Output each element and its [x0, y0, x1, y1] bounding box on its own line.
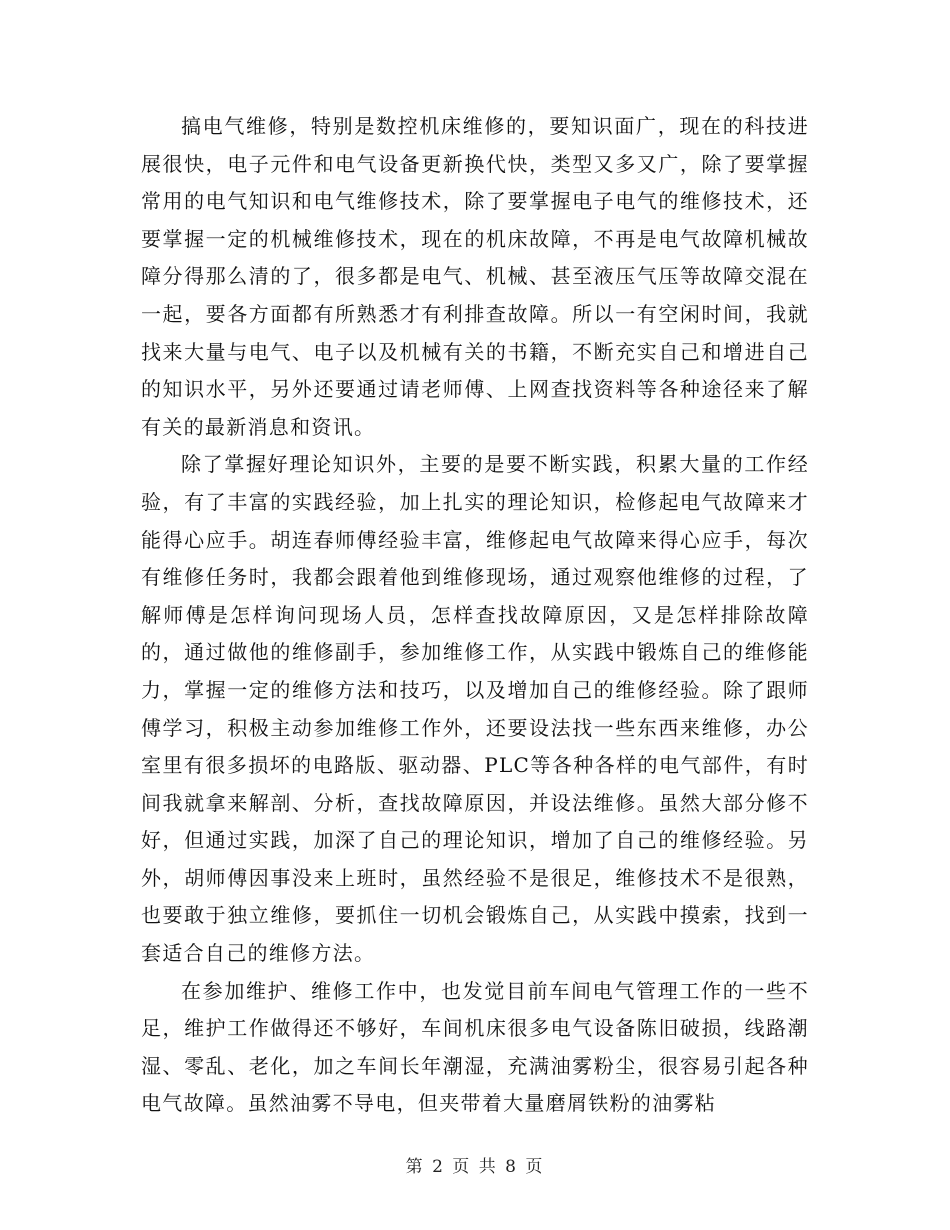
body-text — [141, 108, 809, 1123]
page-footer: 第 2 页 共 8 页 — [405, 1157, 545, 1177]
paragraph-2: 除了掌握好理论知识外，主要的是要不断实践，积累大量的工作经验，有了丰富的实践经验，加上扎实的理论知识，检修起电气故障来才能得心应手。胡连春师傅经验丰富，维修起电气故障来得心应手，每次有维修任务时，我都会跟着他到维修现场，通过观察他维修的过程，了解师傅是怎样询问现场人员，怎样查找故障原因，又是怎样排除故障的，通过做他的维修副手，参加维修工作，从实践中锻炼自己的维修能力，掌握一定的维修方法和技巧，以及增加自己的维修经验。除了跟师傅学习，积极主动参加维修工作外，还要设法找一些东西来维修，办公室里有很多损坏的电路版、驱动器、PLC等各种各样的电气部件，有时间我就拿来解剖、分析，查找故障原因，并设法维修。虽然大部分修不好，但通过实践，加深了自己的理论知识，增加了自己的维修经验。另外，胡师傅因事没来上班时，虽然经验不是很足，维修技术不是很熟，也要敢于独立维修，要抓住一切机会锻炼自己，从实践中摸索，找到一套适合自己的维修方法。 — [141, 452, 809, 966]
paragraph-3: 在参加维护、维修工作中，也发觉目前车间电气管理工作的一些不足，维护工作做得还不够好，车间机床很多电气设备陈旧破损，线路潮湿、零乱、老化，加之车间长年潮湿，充满油雾粉尘，很容易引起各种电气故障。虽然油雾不导电，但夹带着大量磨屑铁粉的油雾粘 — [141, 978, 809, 1116]
paragraph-1: 搞电气维修，特别是数控机床维修的，要知识面广，现在的科技进展很快，电子元件和电气设备更新换代快，类型又多又广，除了要掌握常用的电气知识和电气维修技术，除了要掌握电子电气的维修技术，还要掌握一定的机械维修技术，现在的机床故障，不再是电气故障机械故障分得那么清的了，很多都是电气、机械、甚至液压气压等故障交混在一起，要各方面都有所熟悉才有利排查故障。所以一有空闲时间，我就找来大量与电气、电子以及机械有关的书籍，不断充实自己和增进自己的知识水平，另外还要通过请老师傅、上网查找资料等各种途径来了解有关的最新消息和资讯。 — [141, 114, 809, 439]
